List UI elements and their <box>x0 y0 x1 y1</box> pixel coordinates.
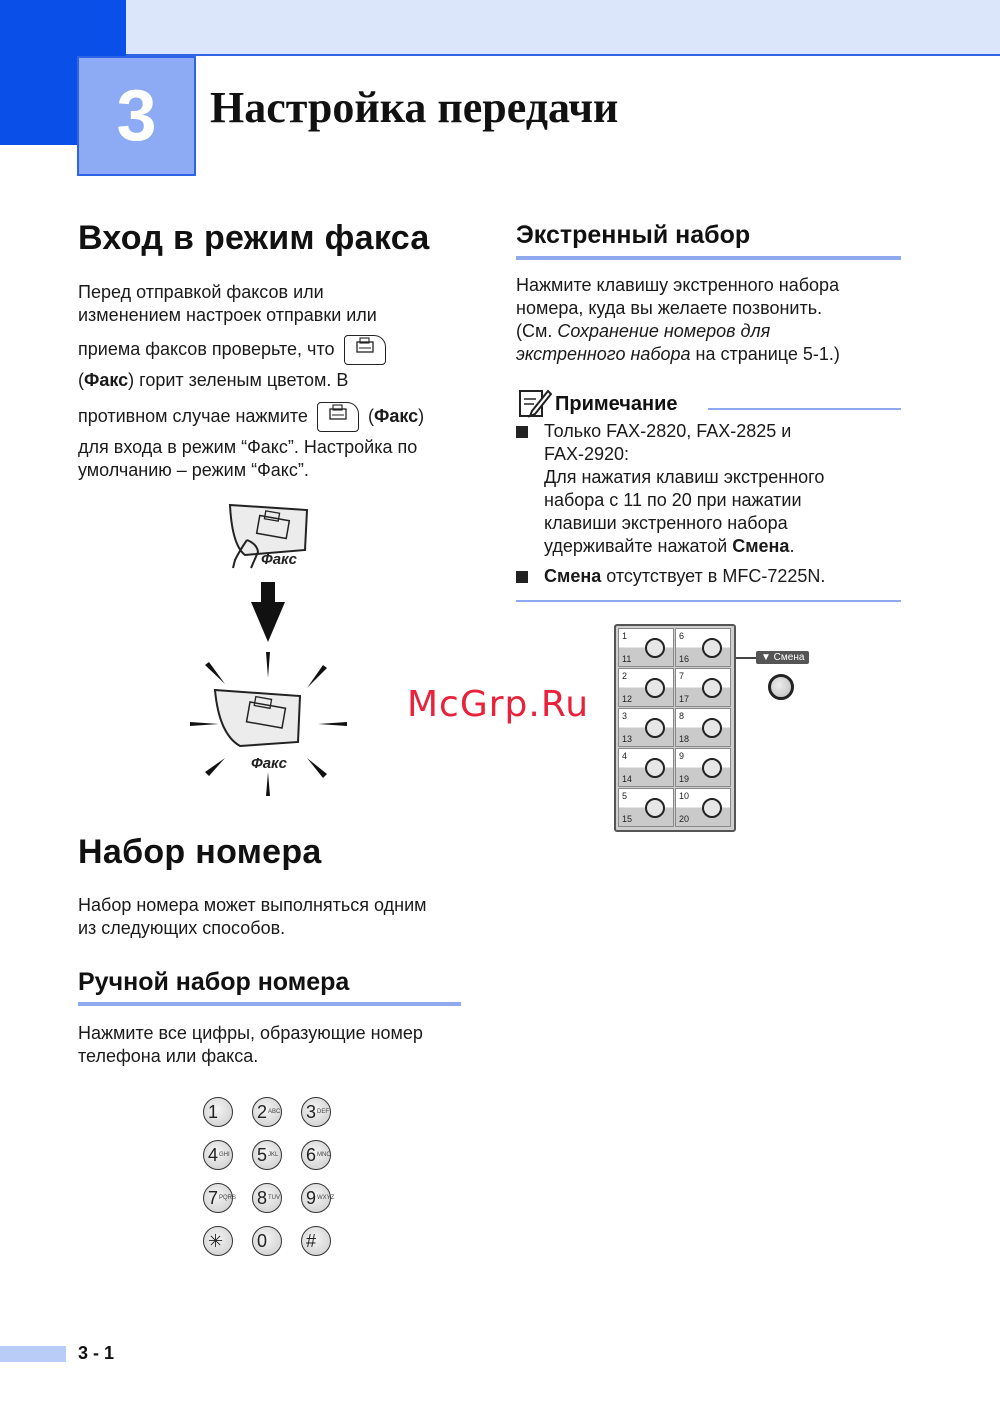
fax-key-illustration <box>185 500 355 800</box>
para-line: для входа в режим “Факс”. Настройка по <box>78 437 418 457</box>
keypad-key[interactable]: 8 TUV <box>252 1183 282 1213</box>
para-line: Нажмите все цифры, образующие номер <box>78 1023 423 1043</box>
section-title-fax-mode: Вход в режим факса <box>78 219 430 257</box>
light-ray-icon <box>190 722 219 726</box>
one-touch-key[interactable]: 8 18 <box>675 708 731 747</box>
fax-mode-paragraph <box>78 281 468 482</box>
fax-key-icon <box>344 335 386 365</box>
fax-key-icon <box>317 402 359 432</box>
one-touch-button[interactable] <box>645 678 665 698</box>
illus-fax-label-bottom: Факс <box>251 755 287 772</box>
keypad-key[interactable]: 7 PQRS <box>203 1183 233 1213</box>
one-touch-button[interactable] <box>645 758 665 778</box>
dial-keypad <box>203 1097 343 1272</box>
para-line: (Факс) горит зеленым цветом. В <box>78 370 349 390</box>
footer-bar <box>0 1346 66 1362</box>
light-ray-icon <box>205 758 225 776</box>
para-line: изменением настроек отправки или <box>78 305 377 325</box>
keypad-key[interactable]: 9 WXYZ <box>301 1183 331 1213</box>
one-touch-key[interactable]: 2 12 <box>618 668 674 707</box>
light-ray-icon <box>318 722 347 726</box>
section-title-manual-dialing: Ручной набор номера <box>78 968 350 996</box>
para-line: умолчанию – режим “Факс”. <box>78 460 309 480</box>
para-line: Нажмите клавишу экстренного набора <box>516 275 840 295</box>
note-item: Смена отсутствует в MFC-7225N. <box>516 565 906 588</box>
section-underline <box>78 1002 461 1006</box>
one-touch-key[interactable]: 10 20 <box>675 788 731 827</box>
section-title-one-touch: Экстренный набор <box>516 221 751 249</box>
arrow-down-icon <box>261 582 275 604</box>
section-title-dialing: Набор номера <box>78 833 322 871</box>
light-ray-icon <box>266 772 270 796</box>
one-touch-key[interactable]: 7 17 <box>675 668 731 707</box>
note-title: Примечание <box>555 393 678 415</box>
para-line: приема факсов проверьте, что <box>78 335 468 365</box>
keypad-key[interactable]: 5 JKL <box>252 1140 282 1170</box>
keypad-key[interactable]: 2 ABC <box>252 1097 282 1127</box>
para-line: противном случае нажмите (Факс) <box>78 402 468 432</box>
light-ray-icon <box>205 662 225 684</box>
light-ray-icon <box>307 758 327 778</box>
one-touch-button[interactable] <box>702 798 722 818</box>
header-rule <box>126 54 1000 56</box>
note-pencil-icon <box>518 387 552 419</box>
one-touch-button[interactable] <box>702 638 722 658</box>
one-touch-button[interactable] <box>645 638 665 658</box>
shift-connector <box>736 657 756 659</box>
light-ray-icon <box>307 665 327 688</box>
keypad-key[interactable]: 6 MNO <box>301 1140 331 1170</box>
one-touch-button[interactable] <box>702 758 722 778</box>
shift-button[interactable] <box>768 674 794 700</box>
section-underline <box>516 256 901 260</box>
one-touch-key[interactable]: 3 13 <box>618 708 674 747</box>
keypad-key[interactable]: # <box>301 1226 331 1256</box>
one-touch-key[interactable]: 6 16 <box>675 628 731 667</box>
one-touch-button[interactable] <box>645 718 665 738</box>
one-touch-key[interactable]: 1 11 <box>618 628 674 667</box>
bullet-square-icon <box>516 571 528 583</box>
keypad-key[interactable]: ✳ <box>203 1226 233 1256</box>
one-touch-key[interactable]: 4 14 <box>618 748 674 787</box>
one-touch-button[interactable] <box>702 718 722 738</box>
bullet-square-icon <box>516 426 528 438</box>
chapter-title: Настройка передачи <box>210 83 619 132</box>
one-touch-panel <box>614 624 736 832</box>
para-line: телефона или факса. <box>78 1046 259 1066</box>
one-touch-button[interactable] <box>645 798 665 818</box>
manual-dialing-paragraph <box>78 1022 478 1068</box>
one-touch-key[interactable]: 5 15 <box>618 788 674 827</box>
keypad-key[interactable]: 0 <box>252 1226 282 1256</box>
note-rule <box>708 408 901 410</box>
keypad-key[interactable]: 1 <box>203 1097 233 1127</box>
keypad-key[interactable]: 4 GHI <box>203 1140 233 1170</box>
note-end-rule <box>516 600 901 602</box>
fax-key-lit <box>215 690 300 746</box>
para-line: Перед отправкой факсов или <box>78 282 324 302</box>
note-item: Только FAX-2820, FAX-2825 и FAX-2920: Для нажатия клавиш экстренного набора с 11 по 20 при нажатии клавиши экстренного набора удерживайте нажатой Смена. <box>516 420 906 558</box>
watermark: McGrp.Ru <box>407 684 590 725</box>
para-line: (См. Сохранение номеров для <box>516 321 771 341</box>
para-line: из следующих способов. <box>78 918 286 938</box>
chapter-number: 3 <box>77 56 196 176</box>
header-band <box>126 0 1000 55</box>
para-line: экстренного набора на странице 5-1.) <box>516 344 840 364</box>
shift-label: ▼ Смена <box>756 651 809 664</box>
para-line: Набор номера может выполняться одним <box>78 895 427 915</box>
page-number: 3 - 1 <box>78 1343 115 1363</box>
illus-fax-label-top: Факс <box>261 551 297 568</box>
light-ray-icon <box>266 652 270 678</box>
one-touch-paragraph <box>516 274 906 366</box>
one-touch-key[interactable]: 9 19 <box>675 748 731 787</box>
para-line: номера, куда вы желаете позвонить. <box>516 298 823 318</box>
dialing-paragraph <box>78 894 478 940</box>
keypad-key[interactable]: 3 DEF <box>301 1097 331 1127</box>
one-touch-button[interactable] <box>702 678 722 698</box>
